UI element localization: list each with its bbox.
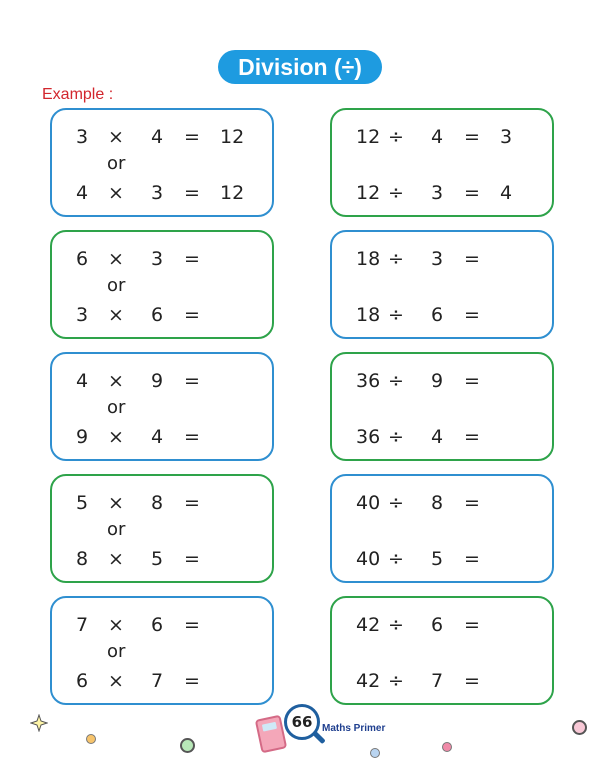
operand-a: 40 bbox=[356, 492, 381, 514]
operand-b: 7 bbox=[431, 670, 444, 692]
operand-a: 7 bbox=[76, 614, 89, 636]
equals-sign: = bbox=[184, 492, 200, 514]
result: 12 bbox=[220, 126, 245, 148]
operand-a: 9 bbox=[76, 426, 89, 448]
equation-row bbox=[332, 670, 552, 694]
operand-a: 36 bbox=[356, 370, 381, 392]
division-box bbox=[330, 596, 554, 705]
equation-row bbox=[332, 182, 552, 206]
equals-sign: = bbox=[464, 548, 480, 570]
equation-row bbox=[52, 248, 272, 272]
page-title: Division (÷) bbox=[218, 50, 382, 84]
operand-a: 8 bbox=[76, 548, 89, 570]
circle-decoration-icon bbox=[572, 720, 587, 735]
equals-sign: = bbox=[464, 614, 480, 636]
operator: ÷ bbox=[388, 126, 404, 148]
book-title: Maths Primer bbox=[322, 723, 386, 734]
equals-sign: = bbox=[184, 126, 200, 148]
division-box bbox=[330, 108, 554, 217]
operand-b: 9 bbox=[151, 370, 164, 392]
multiplication-box bbox=[50, 474, 274, 583]
division-box bbox=[330, 230, 554, 339]
operand-b: 6 bbox=[151, 304, 164, 326]
or-label: or bbox=[107, 519, 126, 540]
operand-a: 4 bbox=[76, 370, 89, 392]
equals-sign: = bbox=[184, 370, 200, 392]
operator: × bbox=[108, 492, 124, 514]
division-box bbox=[330, 474, 554, 583]
operand-a: 36 bbox=[356, 426, 381, 448]
equation-row bbox=[52, 304, 272, 328]
operator: × bbox=[108, 370, 124, 392]
equation-row bbox=[332, 492, 552, 516]
operand-b: 3 bbox=[151, 182, 164, 204]
operator: ÷ bbox=[388, 548, 404, 570]
operand-b: 4 bbox=[431, 426, 444, 448]
multiplication-box bbox=[50, 230, 274, 339]
equals-sign: = bbox=[464, 248, 480, 270]
operator: × bbox=[108, 248, 124, 270]
operator: × bbox=[108, 126, 124, 148]
equals-sign: = bbox=[464, 126, 480, 148]
equation-row bbox=[52, 614, 272, 638]
operator: × bbox=[108, 304, 124, 326]
operator: ÷ bbox=[388, 370, 404, 392]
division-box bbox=[330, 352, 554, 461]
equals-sign: = bbox=[184, 614, 200, 636]
operand-a: 18 bbox=[356, 304, 381, 326]
operand-a: 40 bbox=[356, 548, 381, 570]
multiplication-box bbox=[50, 108, 274, 217]
operand-a: 42 bbox=[356, 614, 381, 636]
equals-sign: = bbox=[464, 304, 480, 326]
operand-a: 12 bbox=[356, 182, 381, 204]
equation-row bbox=[332, 426, 552, 450]
result: 12 bbox=[220, 182, 245, 204]
or-label: or bbox=[107, 641, 126, 662]
result: 4 bbox=[500, 182, 513, 204]
operator: ÷ bbox=[388, 426, 404, 448]
operator: × bbox=[108, 670, 124, 692]
equation-row bbox=[332, 248, 552, 272]
dot-decoration-icon bbox=[86, 734, 96, 744]
operand-b: 8 bbox=[151, 492, 164, 514]
operand-a: 5 bbox=[76, 492, 89, 514]
operator: ÷ bbox=[388, 492, 404, 514]
equals-sign: = bbox=[184, 426, 200, 448]
operand-b: 4 bbox=[431, 126, 444, 148]
dot-decoration-icon bbox=[370, 748, 380, 758]
example-label: Example : bbox=[42, 86, 114, 103]
equation-row bbox=[332, 304, 552, 328]
operator: × bbox=[108, 182, 124, 204]
or-label: or bbox=[107, 153, 126, 174]
operand-a: 12 bbox=[356, 126, 381, 148]
operator: ÷ bbox=[388, 304, 404, 326]
equation-row bbox=[52, 370, 272, 394]
operand-a: 42 bbox=[356, 670, 381, 692]
operand-a: 3 bbox=[76, 304, 89, 326]
operand-b: 3 bbox=[431, 182, 444, 204]
equation-row bbox=[52, 426, 272, 450]
equals-sign: = bbox=[464, 670, 480, 692]
equation-row bbox=[332, 614, 552, 638]
operand-a: 4 bbox=[76, 182, 89, 204]
operator: ÷ bbox=[388, 670, 404, 692]
equals-sign: = bbox=[464, 370, 480, 392]
operator: ÷ bbox=[388, 182, 404, 204]
equation-row bbox=[52, 548, 272, 572]
operator: × bbox=[108, 548, 124, 570]
dot-decoration-icon bbox=[442, 742, 452, 752]
operand-a: 18 bbox=[356, 248, 381, 270]
operand-a: 6 bbox=[76, 670, 89, 692]
operand-b: 8 bbox=[431, 492, 444, 514]
equation-row bbox=[52, 670, 272, 694]
operator: ÷ bbox=[388, 614, 404, 636]
operator: ÷ bbox=[388, 248, 404, 270]
equals-sign: = bbox=[464, 492, 480, 514]
operand-a: 6 bbox=[76, 248, 89, 270]
operand-b: 5 bbox=[151, 548, 164, 570]
multiplication-box bbox=[50, 352, 274, 461]
operand-b: 3 bbox=[431, 248, 444, 270]
star-decoration-icon bbox=[30, 714, 48, 732]
operand-b: 7 bbox=[151, 670, 164, 692]
or-label: or bbox=[107, 275, 126, 296]
result: 3 bbox=[500, 126, 513, 148]
operator: × bbox=[108, 614, 124, 636]
operand-b: 4 bbox=[151, 426, 164, 448]
operator: × bbox=[108, 426, 124, 448]
multiplication-box bbox=[50, 596, 274, 705]
equals-sign: = bbox=[184, 670, 200, 692]
operand-b: 6 bbox=[431, 304, 444, 326]
calculator-icon bbox=[255, 715, 288, 754]
operand-b: 9 bbox=[431, 370, 444, 392]
equals-sign: = bbox=[464, 182, 480, 204]
equals-sign: = bbox=[464, 426, 480, 448]
equals-sign: = bbox=[184, 248, 200, 270]
equation-row bbox=[52, 182, 272, 206]
operand-b: 3 bbox=[151, 248, 164, 270]
equation-row bbox=[332, 370, 552, 394]
equation-row bbox=[52, 492, 272, 516]
equals-sign: = bbox=[184, 304, 200, 326]
operand-b: 5 bbox=[431, 548, 444, 570]
operand-b: 6 bbox=[431, 614, 444, 636]
or-label: or bbox=[107, 397, 126, 418]
equation-row bbox=[332, 548, 552, 572]
circle-decoration-icon bbox=[180, 738, 195, 753]
operand-b: 4 bbox=[151, 126, 164, 148]
equation-row bbox=[52, 126, 272, 150]
operand-a: 3 bbox=[76, 126, 89, 148]
equals-sign: = bbox=[184, 182, 200, 204]
equation-row bbox=[332, 126, 552, 150]
operand-b: 6 bbox=[151, 614, 164, 636]
equals-sign: = bbox=[184, 548, 200, 570]
page-number-text: 66 bbox=[291, 713, 313, 731]
